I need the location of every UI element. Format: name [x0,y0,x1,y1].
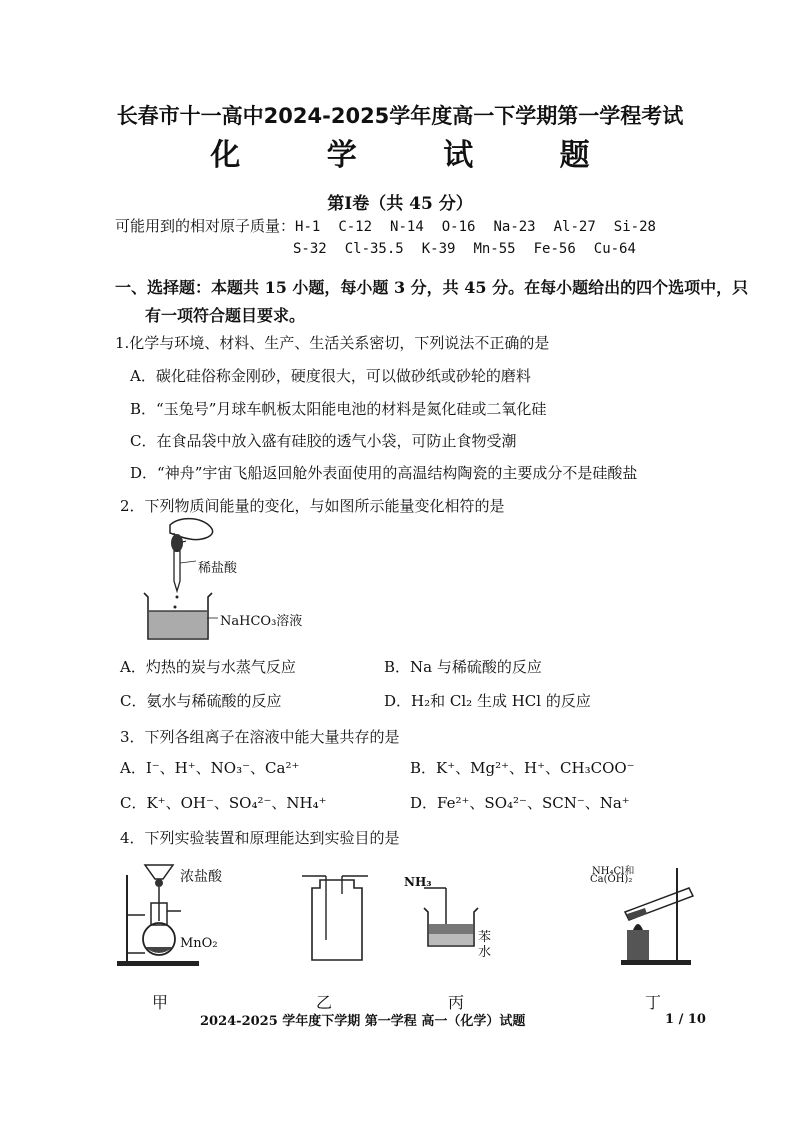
question-1-option-a: A．碳化硅俗称金刚砂，硬度很大，可以做砂纸或砂轮的磨料 [130,367,531,385]
question-2-option-b: B．Na 与稀硫酸的反应 [384,658,542,676]
bing-label-water: 水 [478,945,492,960]
apparatus-name-ding: 丁 [645,993,662,1012]
question-3-option-d: D．Fe²⁺、SO₄²⁻、SCN⁻、Na⁺ [410,794,630,812]
q2-label-nahco3-solution: NaHCO₃溶液 [220,614,303,629]
page-footer: 2024-2025 学年度下学期 第一学程 高一（化学）试题 [200,1014,526,1029]
atomic-mass-item: O-16 [441,219,476,235]
question-2-stem: 2．下列物质间能量的变化，与如图所示能量变化相符的是 [120,497,505,515]
apparatus-name-bing: 丙 [448,993,465,1012]
bing-label-benzene: 苯 [478,930,492,945]
question-1-option-b: B．“玉兔号”月球车帆板太阳能电池的材料是氮化硅或二氧化硅 [130,400,547,418]
atomic-mass-item: Fe-56 [533,241,576,257]
jia-label-mno2: MnO₂ [180,936,218,951]
page-number: 1 / 10 [665,1012,706,1027]
question-3-option-c: C．K⁺、OH⁻、SO₄²⁻、NH₄⁺ [120,794,327,812]
atomic-mass-item: H-1 [295,219,321,235]
atomic-mass-row-2 [293,241,654,257]
part-instruction-line-1: 一、选择题：本题共 15 小题，每小题 3 分，共 45 分。在每小题给出的四个选项中，只 [115,278,749,297]
question-2-option-d: D．H₂和 Cl₂ 生成 HCl 的反应 [384,692,591,710]
school-exam-title: 长春市十一高中2024-2025学年度高一下学期第一学程考试 [116,104,684,128]
atomic-mass-item: Cl-35.5 [344,241,404,257]
atomic-mass-item: N-14 [390,219,424,235]
question-3-stem: 3．下列各组离子在溶液中能大量共存的是 [120,728,400,746]
question-3-option-a: A．I⁻、H⁺、NO₃⁻、Ca²⁺ [120,759,300,777]
atomic-mass-item: Mn-55 [473,241,516,257]
question-2-option-c: C．氨水与稀硫酸的反应 [120,692,282,710]
q2-label-dilute-hcl: 稀盐酸 [198,561,238,576]
question-3-option-b: B．K⁺、Mg²⁺、H⁺、CH₃COO⁻ [410,759,635,777]
atomic-mass-item: S-32 [293,241,327,257]
section-title: 第Ⅰ卷（共 45 分） [327,194,473,214]
question-1-option-d: D．“神舟”宇宙飞船返回舱外表面使用的高温结构陶瓷的主要成分不是硅酸盐 [130,464,638,482]
question-4-stem: 4．下列实验装置和原理能达到实验目的是 [120,829,400,847]
atomic-mass-item: C-12 [338,219,373,235]
ding-label-caoh2: Ca(OH)₂ [590,874,633,885]
question-1-stem: 1.化学与环境、材料、生产、生活关系密切，下列说法不正确的是 [115,334,550,352]
question-1-option-c: C．在食品袋中放入盛有硅胶的透气小袋，可防止食物受潮 [130,432,517,450]
atomic-mass-item: K-39 [421,241,456,257]
jia-label-conc-hcl: 浓盐酸 [180,869,222,885]
apparatus-yi-figure [300,870,370,965]
atomic-mass-item: Na-23 [493,219,536,235]
subject-title: 化 学 试 题 [210,138,628,173]
apparatus-bing-figure [420,880,480,950]
atomic-mass-label: 可能用到的相对原子质量： [115,217,296,235]
apparatus-name-jia: 甲 [152,993,169,1012]
bing-label-nh3: NH₃ [404,875,432,889]
apparatus-name-yi: 乙 [316,993,333,1012]
part-instruction-line-2: 有一项符合题目要求。 [145,306,306,325]
atomic-mass-item: Cu-64 [593,241,636,257]
atomic-mass-item: Al-27 [553,219,596,235]
question-2-option-a: A．灼热的炭与水蒸气反应 [120,658,296,676]
atomic-mass-row-1 [115,215,674,236]
ding-label-nh4cl: NH₄Cl和 [592,866,635,877]
atomic-mass-item: Si-28 [613,219,656,235]
